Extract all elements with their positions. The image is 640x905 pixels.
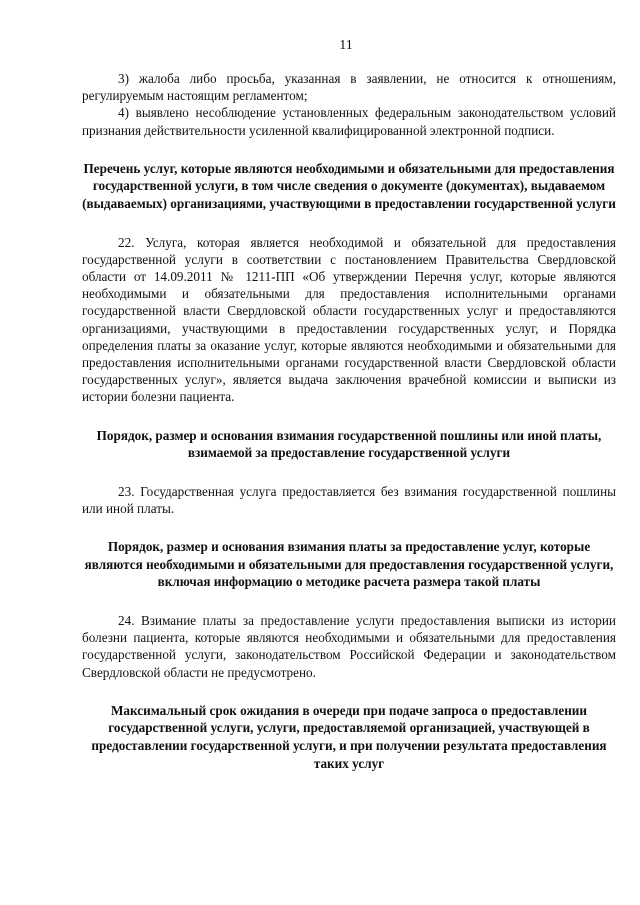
- document-body: [82, 70, 616, 772]
- paragraph-23: 23. Государственная услуга предоставляется без взимания государственной пошлины или иной платы.: [82, 483, 616, 517]
- section-heading-required-services: Перечень услуг, которые являются необходимыми и обязательными для предоставления государственной услуги, в том числе сведения о документе (документах), выдаваемом (выдаваемых) организациями, участвующими в предоставлении государственной услуги: [82, 160, 616, 211]
- section-heading-queue-time: Максимальный срок ожидания в очереди при подаче запроса о предоставлении государственной услуги, услуги, предоставляемой организацией, участвующей в предоставлении государственной услуги, и при получении результата предоставления таких услуг: [91, 702, 607, 771]
- list-item-4: 4) выявлено несоблюдение установленных федеральным законодательством условий признания действительности усиленной квалифицированной электронной подписи.: [82, 105, 616, 138]
- section-heading-service-fee: Порядок, размер и основания взимания платы за предоставление услуг, которые являются необходимыми и обязательными для предоставления государственной услуги, включая информацию о методике расчета размера такой платы: [84, 539, 614, 590]
- paragraph-24: 24. Взимание платы за предоставление услуги предоставления выписки из истории болезни пациента, которые являются необходимыми и обязательными для предоставления государственной услуги, законодательством Российской Федерации и законодательством Свердловской области не предусмотрено.: [82, 613, 616, 680]
- page-number: 11: [339, 38, 353, 53]
- section-heading-state-fee: Порядок, размер и основания взимания государственной пошлины или иной платы, взимаемой за предоставление государственной услуги: [96, 427, 602, 461]
- paragraph-22: 22. Услуга, которая является необходимой и обязательной для предоставления государственной услуги в соответствии с постановлением Правительства Свердловской области от 14.09.2011 № 1211-ПП «Об утверждении Перечня услуг, которые являются необходимыми и обязательными для предоставления исполнительными органами государственной власти Свердловской области государственных услуг и предоставляются организациями, участвующими в предоставлении государственных услуг, и Порядка определения платы за оказание услуг, которые являются необходимыми и обязательными для предоставления исполнительными органами государственной власти Свердловской области государственных услуг», является выдача заключения врачебной комиссии и выписки из истории болезни пациента.: [82, 234, 616, 405]
- list-item-3: 3) жалоба либо просьба, указанная в заявлении, не относится к отношениям, регулируемым настоящим регламентом;: [82, 71, 616, 104]
